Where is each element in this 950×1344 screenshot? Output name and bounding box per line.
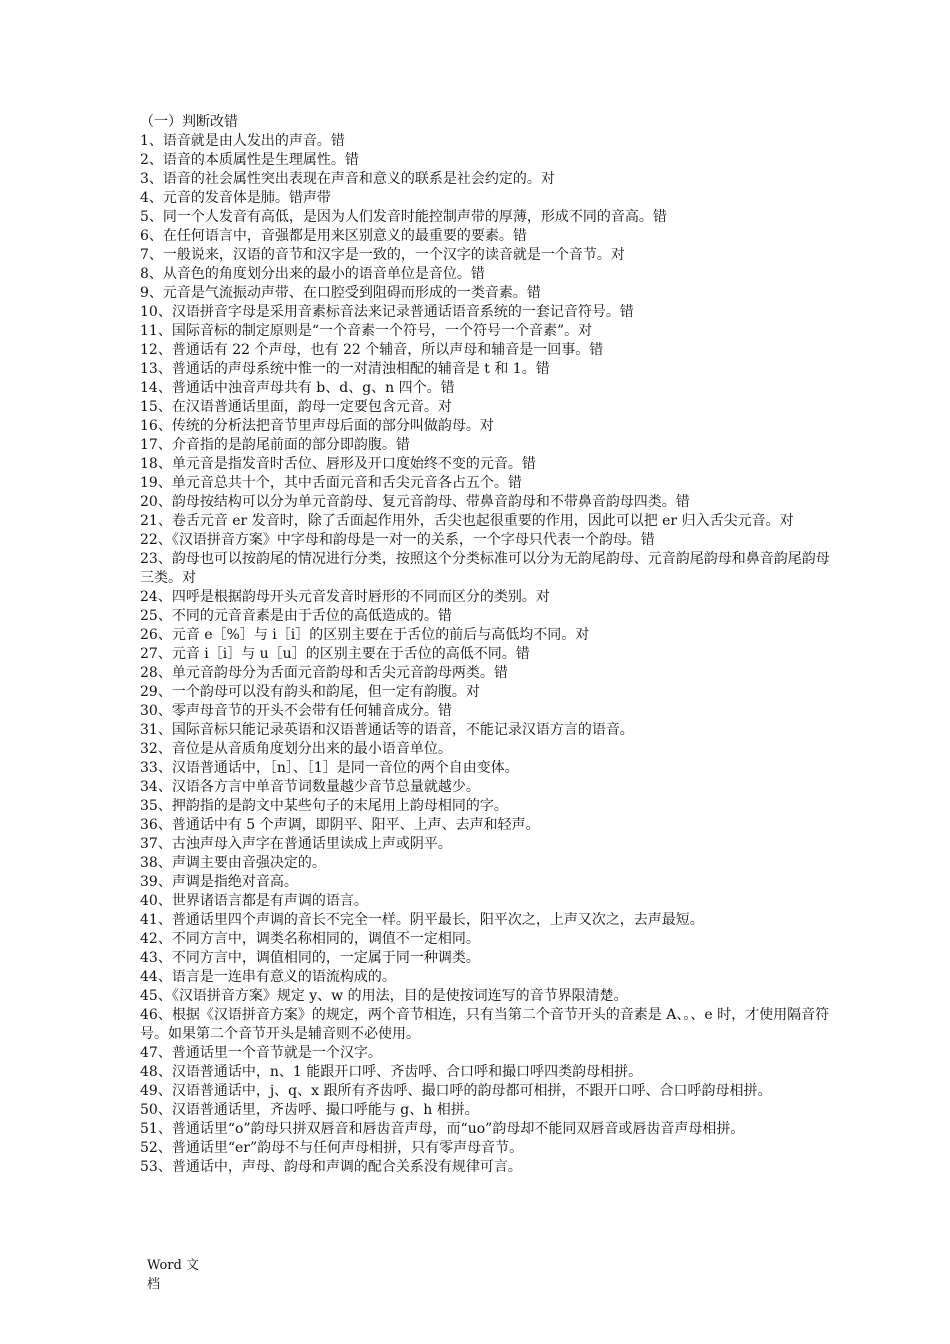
- statement-item: 31、国际音标只能记录英语和汉语普通话等的语音，不能记录汉语方言的语音。: [140, 722, 634, 738]
- statement-item: 18、单元音是指发音时舌位、唇形及开口度始终不变的元音。错: [140, 456, 536, 472]
- statement-item: 29、一个韵母可以没有韵头和韵尾，但一定有韵腹。对: [140, 684, 480, 700]
- statement-item: 9、元音是气流振动声带、在口腔受到阻碍而形成的一类音素。错: [140, 285, 541, 301]
- statement-item: 36、普通话中有 5 个声调，即阴平、阳平、上声、去声和轻声。: [140, 817, 540, 833]
- statement-item: 37、古浊声母入声字在普通话里读成上声或阴平。: [140, 836, 452, 852]
- statement-item: 43、不同方言中，调值相同的，一定属于同一种调类。: [140, 950, 480, 966]
- statement-item: 2、语音的本质属性是生理属性。错: [140, 152, 359, 168]
- statement-item: 46、根据《汉语拼音方案》的规定，两个音节相连，只有当第二个音节开头的音素是 A、。、e 时，才使用隔音符号。如果第二个音节开头是辅音则不必使用。: [140, 1007, 830, 1042]
- statement-item: 11、国际音标的制定原则是“一个音素一个符号，一个符号一个音素”。对: [140, 323, 593, 339]
- statement-item: 13、普通话的声母系统中惟一的一对清浊相配的辅音是 t 和 1。错: [140, 361, 550, 377]
- statement-item: 24、四呼是根据韵母开头元音发音时唇形的不同而区分的类别。对: [140, 589, 550, 605]
- statement-item: 48、汉语普通话中，n、1 能跟开口呼、齐齿呼、合口呼和撮口呼四类韵母相拼。: [140, 1064, 643, 1080]
- statement-item: 4、元音的发音体是肺。错声带: [140, 190, 331, 206]
- page-footer: Word 文档: [147, 1258, 199, 1292]
- statement-item: 52、普通话里“er”韵母不与任何声母相拼，只有零声母音节。: [140, 1140, 524, 1156]
- statement-item: 20、韵母按结构可以分为单元音韵母、复元音韵母、带鼻音韵母和不带鼻音韵母四类。错: [140, 494, 690, 510]
- statement-item: 23、韵母也可以按韵尾的情况进行分类，按照这个分类标准可以分为无韵尾韵母、元音韵尾韵母和鼻音韵尾韵母三类。对: [140, 551, 830, 586]
- statement-item: 38、声调主要由音强决定的。: [140, 855, 326, 871]
- statement-item: 8、从音色的角度划分出来的最小的语音单位是音位。错: [140, 266, 485, 282]
- statement-item: 14、普通话中浊音声母共有 b、d、g、n 四个。错: [140, 380, 455, 396]
- statement-item: 27、元音 i［i］与 u［u］的区别主要在于舌位的高低不同。错: [140, 646, 530, 662]
- statement-item: 15、在汉语普通话里面，韵母一定要包含元音。对: [140, 399, 452, 415]
- statement-item: 45、《汉语拼音方案》规定 y、w 的用法，目的是使按词连写的音节界限清楚。: [140, 988, 628, 1004]
- statement-item: 49、汉语普通话中，j、q、x 跟所有齐齿呼、撮口呼的韵母都可相拼，不跟开口呼、合口呼韵母相拼。: [140, 1083, 772, 1099]
- statement-item: 28、单元音韵母分为舌面元音韵母和舌尖元音韵母两类。错: [140, 665, 508, 681]
- statement-item: 50、汉语普通话里，齐齿呼、撮口呼能与 g、h 相拼。: [140, 1102, 479, 1118]
- statement-item: 25、不同的元音音素是由于舌位的高低造成的。错: [140, 608, 452, 624]
- statement-item: 19、单元音总共十个，其中舌面元音和舌尖元音各占五个。错: [140, 475, 522, 491]
- statement-item: 21、卷舌元音 er 发音时，除了舌面起作用外，舌尖也起很重要的作用，因此可以把 er 归入舌尖元音。对: [140, 513, 794, 529]
- statement-item: 6、在任何语言中，音强都是用来区别意义的最重要的要素。错: [140, 228, 527, 244]
- statement-item: 26、元音 e［%］与 i［i］的区别主要在于舌位的前后与高低均不同。对: [140, 627, 590, 643]
- statement-item: 5、同一个人发音有高低，是因为人们发音时能控制声带的厚薄，形成不同的音高。错: [140, 209, 667, 225]
- statement-item: 32、音位是从音质角度划分出来的最小语音单位。: [140, 741, 452, 757]
- statement-item: 1、语音就是由人发出的声音。错: [140, 133, 345, 149]
- statement-item: 35、押韵指的是韵文中某些句子的末尾用上韵母相同的字。: [140, 798, 508, 814]
- statement-item: 33、汉语普通话中，［n］、［1］是同一音位的两个自由变体。: [140, 760, 519, 776]
- statement-item: 47、普通话里一个音节就是一个汉字。: [140, 1045, 382, 1061]
- statement-item: 40、世界诸语言都是有声调的语言。: [140, 893, 368, 909]
- statement-item: 34、汉语各方言中单音节词数量越少音节总量就越少。: [140, 779, 480, 795]
- statement-item: 10、汉语拼音字母是采用音素标音法来记录普通话语音系统的一套记音符号。错: [140, 304, 634, 320]
- statement-item: 44、语言是一连串有意义的语流构成的。: [140, 969, 396, 985]
- statement-item: 30、零声母音节的开头不会带有任何辅音成分。错: [140, 703, 452, 719]
- document-body: [140, 113, 830, 1177]
- statement-item: 3、语音的社会属性突出表现在声音和意义的联系是社会约定的。对: [140, 171, 555, 187]
- statement-item: 42、不同方言中，调类名称相同的，调值不一定相同。: [140, 931, 480, 947]
- section-heading: （一）判断改错: [140, 114, 238, 130]
- statement-item: 22、《汉语拼音方案》中字母和韵母是一对一的关系，一个字母只代表一个韵母。错: [140, 532, 655, 548]
- statement-item: 51、普通话里“o”韵母只拼双唇音和唇齿音声母，而“uo”韵母却不能同双唇音或唇齿音声母相拼。: [140, 1121, 745, 1137]
- statement-item: 53、普通话中，声母、韵母和声调的配合关系没有规律可言。: [140, 1159, 522, 1175]
- statement-item: 17、介音指的是韵尾前面的部分即韵腹。错: [140, 437, 410, 453]
- statement-list: [140, 132, 830, 1177]
- statement-item: 12、普通话有 22 个声母，也有 22 个辅音，所以声母和辅音是一回事。错: [140, 342, 604, 358]
- statement-item: 39、声调是指绝对音高。: [140, 874, 298, 890]
- statement-item: 41、普通话里四个声调的音长不完全一样。阴平最长，阳平次之，上声又次之，去声最短。: [140, 912, 704, 928]
- statement-item: 7、一般说来，汉语的音节和汉字是一致的，一个汉字的读音就是一个音节。对: [140, 247, 625, 263]
- statement-item: 16、传统的分析法把音节里声母后面的部分叫做韵母。对: [140, 418, 494, 434]
